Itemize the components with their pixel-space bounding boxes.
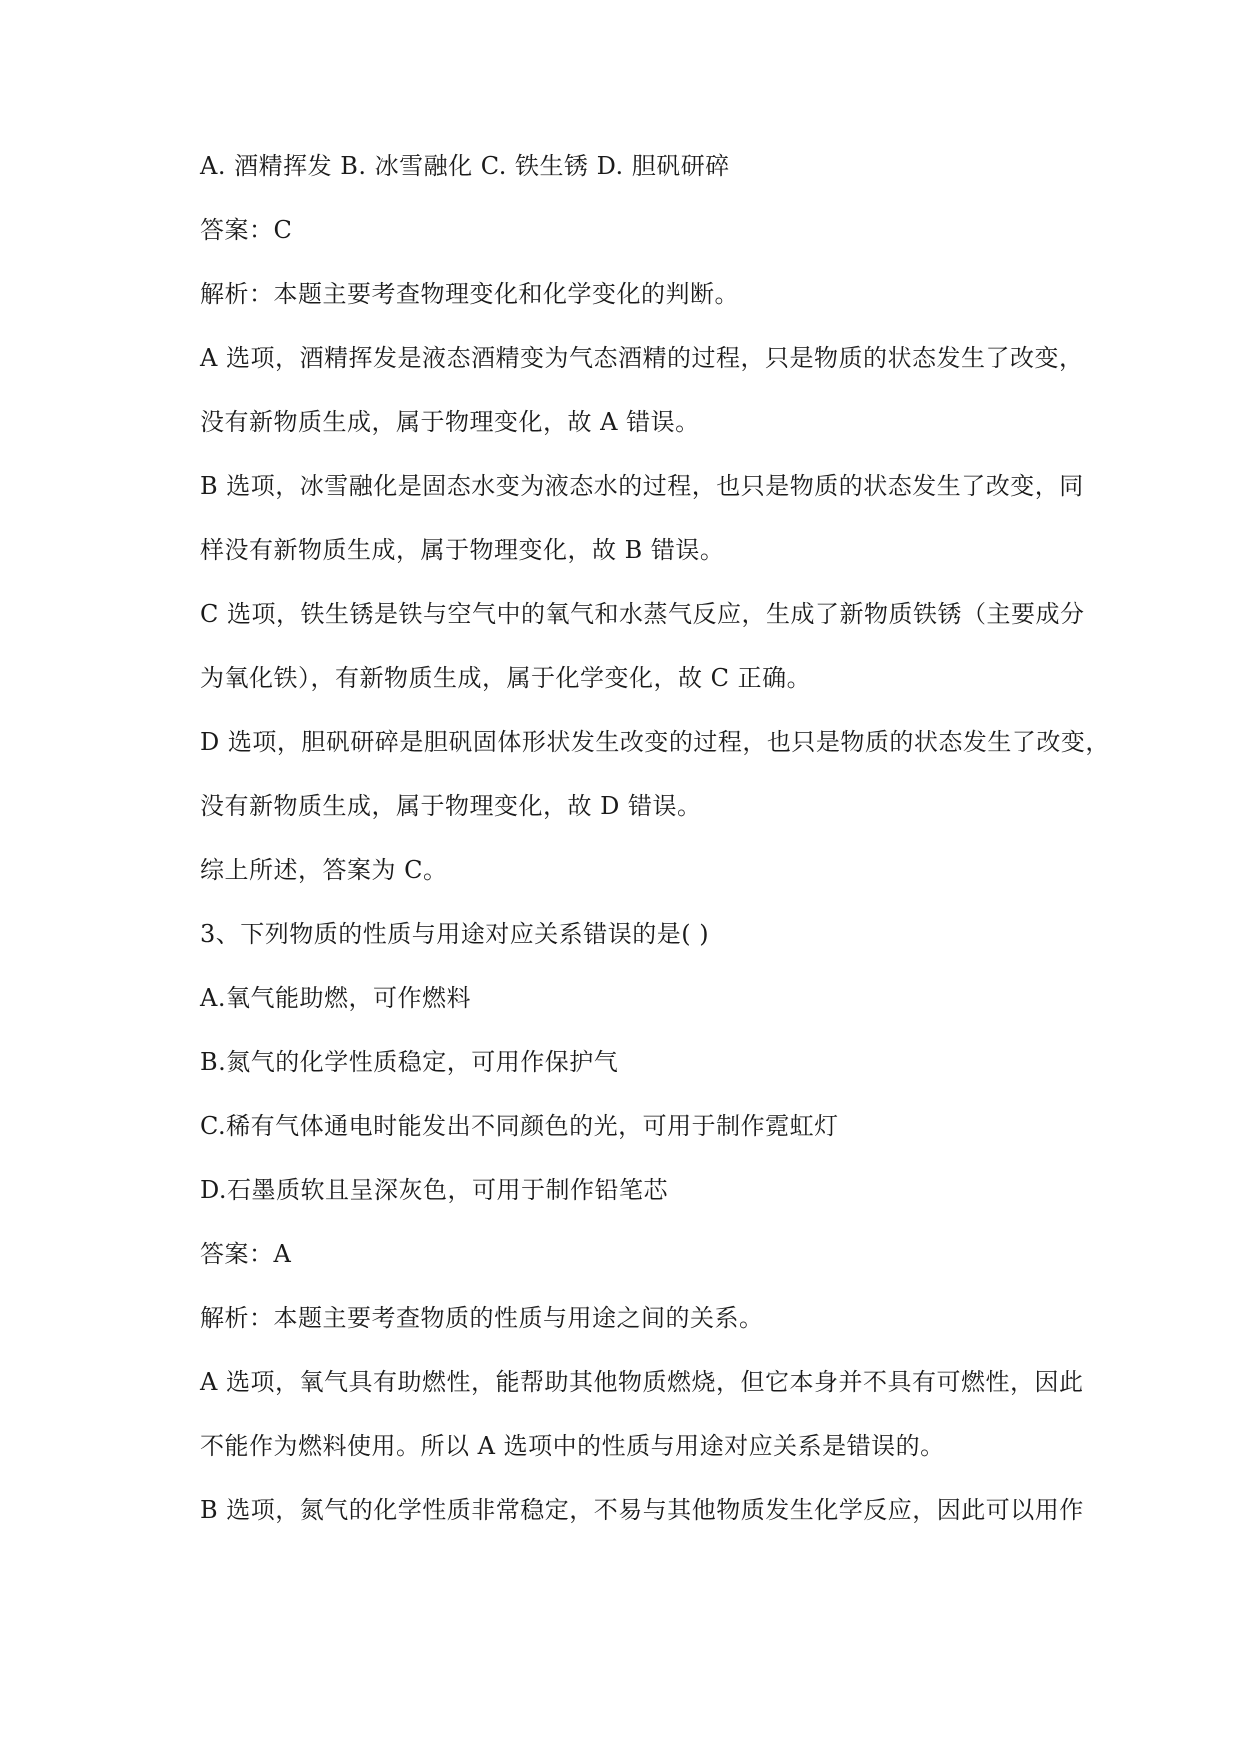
question-2-answer: 答案：C — [200, 216, 293, 244]
question-2-analysis-a-line-1: A 选项，酒精挥发是液态酒精变为气态酒精的过程，只是物质的状态发生了改变， — [200, 344, 1084, 372]
question-2-analysis-c-line-2: 为氧化铁），有新物质生成，属于化学变化，故 C 正确。 — [200, 664, 812, 692]
question-3-option-d: D.石墨质软且呈深灰色，可用于制作铅笔芯 — [200, 1176, 669, 1204]
question-2-options: A. 酒精挥发 B. 冰雪融化 C. 铁生锈 D. 胆矾研碎 — [200, 152, 730, 180]
question-2-conclusion: 综上所述，答案为 C。 — [200, 856, 448, 884]
question-2-analysis-a-line-2: 没有新物质生成，属于物理变化，故 A 错误。 — [200, 408, 700, 436]
question-3-option-a: A.氧气能助燃，可作燃料 — [200, 984, 471, 1012]
question-3-option-c: C.稀有气体通电时能发出不同颜色的光，可用于制作霓虹灯 — [200, 1112, 839, 1140]
question-3-analysis-intro: 解析：本题主要考查物质的性质与用途之间的关系。 — [200, 1304, 764, 1332]
question-2-analysis-intro: 解析：本题主要考查物理变化和化学变化的判断。 — [200, 280, 739, 308]
question-2-analysis-c-line-1: C 选项，铁生锈是铁与空气中的氧气和水蒸气反应，生成了新物质铁锈（主要成分 — [200, 600, 1085, 628]
question-3-answer: 答案：A — [200, 1240, 292, 1268]
question-2-analysis-d-line-1: D 选项，胆矾研碎是胆矾固体形状发生改变的过程，也只是物质的状态发生了改变， — [200, 728, 1110, 756]
question-3-stem: 3、下列物质的性质与用途对应关系错误的是( ) — [200, 920, 710, 948]
question-3-option-b: B.氮气的化学性质稳定，可用作保护气 — [200, 1048, 619, 1076]
question-2-analysis-b-line-2: 样没有新物质生成，属于物理变化，故 B 错误。 — [200, 536, 725, 564]
question-3-analysis-a-line-1: A 选项，氧气具有助燃性，能帮助其他物质燃烧，但它本身并不具有可燃性，因此 — [200, 1368, 1084, 1396]
question-2-analysis-b-line-1: B 选项，冰雪融化是固态水变为液态水的过程，也只是物质的状态发生了改变，同 — [200, 472, 1084, 500]
question-3-analysis-b-line-1: B 选项，氮气的化学性质非常稳定，不易与其他物质发生化学反应，因此可以用作 — [200, 1496, 1084, 1524]
question-2-analysis-d-line-2: 没有新物质生成，属于物理变化，故 D 错误。 — [200, 792, 702, 820]
question-3-analysis-a-line-2: 不能作为燃料使用。所以 A 选项中的性质与用途对应关系是错误的。 — [200, 1432, 945, 1460]
